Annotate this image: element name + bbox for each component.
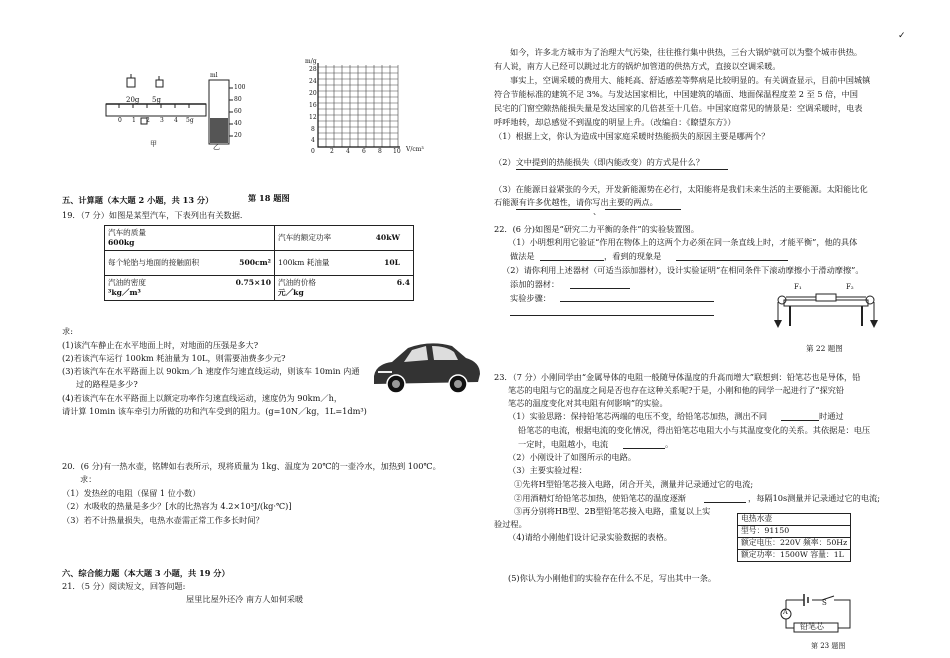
- fuel-use-value: 10L: [384, 257, 400, 267]
- weight-20g-label: 20g: [126, 96, 140, 104]
- q23-step2-prefix: ②用酒精灯给铅笔芯加热，使铅笔芯的温度逐渐: [514, 493, 686, 503]
- figure-23-caption: 第 23 题图: [811, 642, 846, 650]
- cylinder-tick-60: 60: [234, 108, 242, 115]
- q23-step3: ③再分别将HB型、2B型铅笔芯接入电路，重复以上实: [514, 506, 711, 516]
- fuel-price-cell: [275, 276, 414, 301]
- graph-ytick-8: 8: [311, 126, 315, 133]
- fuel-price-label: 汽油的价格: [278, 277, 316, 287]
- car-power-cell: [275, 226, 414, 251]
- cylinder-tick-20: 20: [234, 132, 242, 139]
- q23-sub5: (5)你认为小刚他们的实验存在什么不足，写出其中一条。: [508, 573, 717, 583]
- q23-sub1-blank-1[interactable]: [781, 420, 819, 421]
- q19-sub2: (2)若该汽车运行 100km 耗油量为 10L，则需要油费多少元?: [62, 353, 286, 363]
- figure-18-caption: 第 18 题图: [248, 193, 290, 203]
- q22-sub1-line1: （1）小明想利用它验证“作用在物体上的这两个力必须在同一条直线上时，才能平衡”，他的具体: [508, 237, 858, 247]
- ammeter-label: A: [783, 608, 788, 616]
- q21-article-title: 屋里比屋外还冷 南方人如何采暖: [186, 594, 304, 604]
- fuel-price-value: 6.4: [396, 277, 410, 287]
- q22-equipment-blank[interactable]: [570, 288, 630, 289]
- pulley-apparatus-svg: [770, 282, 882, 334]
- tire-contact-label: 每个轮胎与地面的接触面积: [108, 257, 200, 267]
- graph-ytick-4: 4: [311, 137, 315, 144]
- q23-step2-blank[interactable]: [704, 502, 746, 503]
- graph-x-label: V/cm³: [406, 146, 424, 153]
- q23-sub1-line3: 一定时，电阻越小，电流: [518, 439, 609, 449]
- car-mass-label: 汽车的质量: [108, 227, 146, 237]
- q22-sub2-steps-label: 实验步骤：: [510, 293, 551, 303]
- graph-grid: [316, 63, 400, 152]
- q20-sub1: （1）发热丝的电阻（保留 1 位小数）: [62, 488, 201, 498]
- cylinder-tick-80: 80: [234, 96, 242, 103]
- figure-label-a: 甲: [150, 140, 157, 148]
- q21-sub3-separator: 、: [593, 206, 602, 216]
- ruler-tick-1: 1: [132, 117, 136, 124]
- check-mark: ✓: [898, 31, 906, 41]
- fuel-density-value: 0.75×10: [235, 277, 271, 287]
- switch-label: S: [822, 599, 827, 607]
- q21-sub3-line1: （3）在能源日益紧张的今天，开发新能源势在必行，太阳能将是我们未来生活的主要能源。太阳能比化: [494, 184, 868, 194]
- kettle-voltage-frequency: 额定电压：220V 频率：50Hz: [738, 538, 851, 550]
- q20-sub3: （3）若不计热量损失，电热水壶需正常工作多长时间？: [62, 515, 264, 525]
- q23-sub1-line1-end: 时通过: [819, 411, 844, 421]
- q21-paragraph2-line4: 呼呼地转，却总感觉不到温度的明显上升。（改编自：《瞭望东方》）: [494, 117, 736, 127]
- graph-grid-svg: [316, 63, 400, 149]
- ruler-tick-2: 2: [146, 117, 150, 124]
- tire-contact-cell: [105, 251, 275, 276]
- q22-sub1-result-blank[interactable]: [676, 260, 788, 261]
- car-svg: [370, 338, 484, 398]
- kettle-power-capacity: 额定功率：1500W 容量：1L: [738, 550, 851, 562]
- q19-ask: 求:: [62, 326, 73, 336]
- ruler-tick-0: 0: [118, 117, 122, 124]
- q21-paragraph2-line2: 符合节能标准的建筑不足 3%。与发达国家相比，中国建筑的墙面、地面保温程度差 2 至 5 倍，中国: [494, 89, 858, 99]
- cylinder-tick-100: 100: [234, 84, 246, 91]
- car-power-label: 汽车的额定功率: [278, 232, 332, 242]
- graph-xtick-10: 10: [393, 148, 401, 155]
- q21-sub2: （2）文中提到的热能损失（即内能改变）的方式是什么？: [494, 157, 704, 167]
- ruler-tick-3: 3: [160, 117, 164, 124]
- q23-sub2: （2）小刚设计了如图所示的电路。: [508, 452, 637, 462]
- q23-sub1-line2: 铅笔芯的电流，根据电流的变化情况，得出铅笔芯电阻大小与其温度变化的关系。其依据是：电压: [518, 425, 871, 435]
- car-data-table: [104, 225, 414, 301]
- q21-sub1: （1）根据上文，你认为造成中国家庭采暖时热能损失的原因主要是哪两个？: [494, 131, 770, 141]
- q23-sub1-blank-2[interactable]: [623, 448, 665, 449]
- q23-step3-continued: 验过程。: [494, 519, 527, 529]
- kettle-nameplate: [737, 513, 851, 562]
- q19-sub4-line1: (4)若该汽车在水平路面上以额定功率作匀速直线运动，速度仍为 90km／h，: [62, 393, 343, 403]
- q20-sub2: （2）水吸收的热量是多少？[水的比热容为 4.2×10³J/(kg·℃)]: [62, 501, 292, 511]
- q22-sub1-middle: ，看到的现象是: [604, 251, 662, 261]
- q22-steps-blank-2[interactable]: [510, 315, 714, 316]
- fuel-use-cell: [275, 251, 414, 276]
- graph-xtick-8: 8: [378, 148, 382, 155]
- cylinder-tick-40: 40: [234, 120, 242, 127]
- q19-sub3-line2: 过的路程是多少?: [76, 379, 138, 389]
- q23-sub1-line3-end: 。: [665, 439, 674, 449]
- fuel-density-unit: ³kg／m³: [108, 288, 141, 297]
- car-illustration: [370, 338, 484, 401]
- tire-contact-value: 500cm²: [239, 257, 271, 267]
- q19-sub1: (1)该汽车静止在水平地面上时，对地面的压强是多大?: [62, 340, 259, 350]
- graph-ytick-12: 12: [309, 114, 317, 121]
- q20-ask: 求：: [80, 474, 97, 484]
- q23-step2-suffix: ，每隔10s测量并记录通过它的电流;: [748, 493, 881, 503]
- q22-sub1-method-blank[interactable]: [540, 260, 604, 261]
- q23-stem-line2: 笔芯的电阻与它的温度之间是否也存在这种关系呢?于是，小刚和他的同学一起进行了“探究铅: [508, 385, 845, 395]
- fuel-use-label: 100km 耗油量: [278, 257, 330, 267]
- q21-paragraph1-line1: 如今，许多北方城市为了治理大气污染，往往推行集中供热，三台大锅炉就可以为整个城市供热。: [510, 47, 863, 57]
- q22-stem: 22．(6 分)如图是“研究二力平衡的条件”的实验装置图。: [494, 224, 699, 234]
- graph-xtick-6: 6: [362, 148, 366, 155]
- q22-sub1-prefix: 做法是: [510, 251, 535, 261]
- car-power-value: 40kW: [375, 232, 400, 242]
- graph-ytick-16: 16: [309, 102, 317, 109]
- q22-sub2-line1: （2）请你利用上述器材（可适当添加器材），设计实验证明“在相同条件下滚动摩擦小于滑动摩擦”。: [502, 265, 864, 275]
- kettle-title: 电热水壶: [738, 514, 851, 526]
- q21-sub3-answer-2[interactable]: [605, 209, 681, 210]
- q19-sub4-line2: 请计算 10min 该车牵引力所做的功和汽车受到的阻力。(g=10N／kg，1L=1dm³): [62, 406, 367, 416]
- graph-origin: 0: [311, 148, 315, 155]
- q19-sub3-line1: (3)若该汽车在水平路面上以 90km／h 速度作匀速直线运动，则该车 10min 内通: [62, 366, 360, 376]
- fuel-density-cell: [105, 276, 275, 301]
- graph-xtick-2: 2: [330, 148, 334, 155]
- fuel-density-label: 汽油的密度: [108, 277, 146, 287]
- q22-apparatus: [770, 282, 882, 337]
- q21-stem: 21．（5 分）阅读短文，回答问题:: [62, 581, 186, 591]
- q23-sub1-line1: （1）实验思路：保持铅笔芯两端的电压不变，给铅笔芯加热，测出不同: [508, 411, 768, 421]
- q19-stem: 19．（7 分）如图是某型汽车，下表列出有关数据．: [62, 210, 249, 220]
- q23-step1: ①先将H型铅笔芯接入电路，闭合开关，测量并记录通过它的电流;: [514, 479, 754, 489]
- q22-sub2-equipment-label: 添加的器材：: [510, 279, 560, 289]
- section-5-title: 五、计算题（本大题 2 小题，共 13 分）: [62, 195, 214, 205]
- car-mass-value: 600kg: [108, 238, 135, 247]
- ruler-tick-5g: 5g: [186, 117, 194, 124]
- q20-stem: 20．(6 分)有一热水壶，铭牌如右表所示，现将质量为 1kg、温度为 20℃的一壶冷水，加热到 100℃。: [62, 461, 441, 471]
- q23-stem-line3: 笔芯的温度变化对其电阻有何影响”的实验。: [508, 398, 668, 408]
- q22-steps-blank-1[interactable]: [560, 301, 714, 302]
- q23-sub4: （4)请给小刚他们设计记录实验数据的表格。: [508, 532, 672, 542]
- q21-sub3-line2: 石能源有许多优越性，请你写出主要的两点。: [494, 197, 658, 207]
- cylinder-unit: ml: [210, 72, 218, 79]
- q21-paragraph2-line3: 民宅的门窗空隙热能损失量是发达国家的几倍甚至十几倍。中国家庭常见的情景是：空调采暖时，电表: [494, 103, 863, 113]
- pencil-lead-label: 铅笔芯: [800, 622, 824, 631]
- figure-label-b: 乙: [213, 143, 220, 151]
- force-f2-label: F₂: [846, 283, 854, 291]
- fuel-price-unit: 元／kg: [278, 288, 304, 297]
- section-6-title: 六、综合能力题（本大题 3 小题，共 19 分）: [62, 568, 230, 578]
- q21-paragraph1-line2: 有人说，南方人已经可以跳过北方的锅炉加管道的供热方式，直接以空调采暖。: [494, 61, 781, 71]
- figure-22-caption: 第 22 题图: [806, 344, 843, 353]
- force-f1-label: F₁: [794, 283, 802, 291]
- graph-ytick-20: 20: [309, 90, 317, 97]
- q23-sub3: （3）主要实验过程：: [508, 465, 587, 475]
- q21-sub3-answer-1[interactable]: [516, 209, 590, 210]
- graph-ytick-24: 24: [309, 78, 317, 85]
- graph-y-label: m/g: [305, 58, 317, 65]
- q23-stem-line1: 23．（7 分）小刚同学由“金属导体的电阻一般随导体温度的升高而增大”联想到：铅笔芯也是导体，铅: [494, 372, 861, 382]
- q21-sub2-answer-line[interactable]: [516, 169, 728, 170]
- kettle-model: 型号：91150: [738, 526, 851, 538]
- ruler-tick-4: 4: [174, 117, 178, 124]
- q21-paragraph2-line1: 事实上，空调采暖的费用大、能耗高、舒适感差等弊病是比较明显的。有关调查显示，目前中国城镇: [510, 75, 871, 85]
- graph-ytick-28: 28: [309, 66, 317, 73]
- car-mass-cell: [105, 226, 275, 251]
- weight-5g-label: 5g: [152, 96, 161, 104]
- graph-xtick-4: 4: [346, 148, 350, 155]
